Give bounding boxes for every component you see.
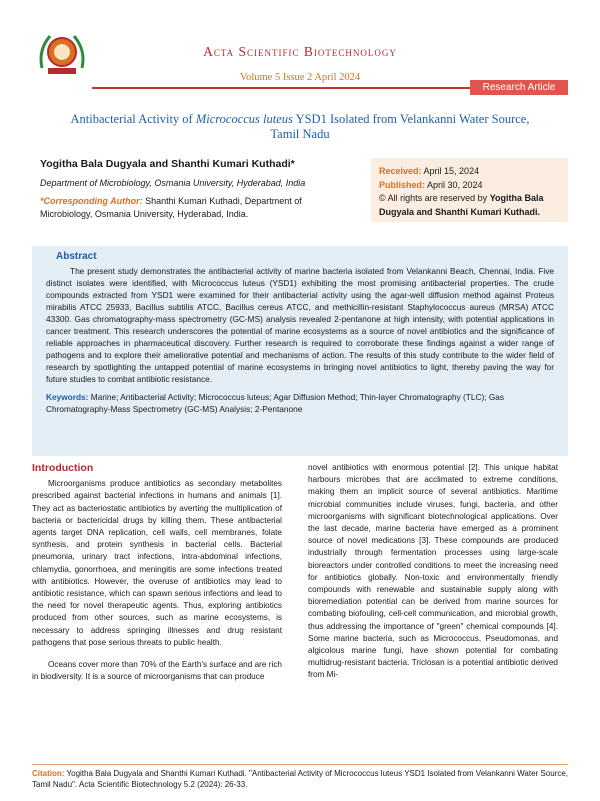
intro-paragraph-1: Microorganisms produce antibiotics as secondary metabolites prescribed against bacterial infections in humans and animals [1]. They act as bacteriostatic antibiotics by averting the multiplication of bacteria or bactericidal drugs by killing them. These antibacterial agents target DNA replication, cell walls, cell membranes, folate synthesis, and protein synthesis in bacterial cells. Bacterial pneumonia, urinary tract infections, intra-abdominal infections, chlamydia, gonorrhoea, and meningitis are some infections treated with antibiotics. However, the overuse of antibiotics may lead to antibiotic resistance, which can spawn serious infections and lead to the need for novel therapeutic agents. Thus, exploring antibiotics produced from other sources, such as marine ecosystems, is necessary to address springing illnesses and drug resistant pathogens that pose serious threats to public health. [32,479,282,647]
intro-paragraph-3: novel antibiotics with enormous potential [2]. This unique habitat harbours microbes that are acclimated to extreme conditions, making them an implicit source of several antibiotics. Maritime microbial communities include viruses, fungi, bacteria, and other microorganisms with significant biotechnological applications. Over the last decade, marine bacteria have emerged as a prominent source of novel medications [3]. These compounds are produced industrially through fermentation processes using large-scale bioreactors under controlled conditions to meet the increasing need for antibiotics globally. Non-toxic and environmentally friendly compounds with renewable and sustainable supply along with bioremediation potential can be derived from marine sources for combating biofouling, cell-cell communication, and microbial growth, thus addressing the importance of "green" chemical compounds [4]. Some marine bacteria, such as Micrococcus, Pseudomonas, and algicolous marine fungi, have shown potential for combating multidrug-resistant bacteria. Triclosan is a potential antibiotic derived from Mi- [308,463,558,680]
citation [32,768,568,790]
keywords-label: Keywords: [46,392,89,402]
rights-prefix: © All rights are reserved by [379,193,490,203]
title-part2: YSD1 Isolated from Velankanni Water Source, Tamil Nadu [270,112,530,141]
keywords-text: Marine; Antibacterial Activity; Micrococcus luteus; Agar Diffusion Method; Thin-layer Chromatography (TLC); Gas Chromatography-Mass Spectrometry (GC-MS) Analysis; 2-Pentanone [46,392,505,414]
title-species: Micrococcus luteus [195,112,293,126]
corr-label: *Corresponding Author: [40,196,143,206]
corr-text: Shanthi Kumari Kuthadi, Department of Microbiology, Osmania University, Hyderabad, India. [40,196,302,219]
article-info-box [368,158,568,222]
published-date: April 30, 2024 [425,179,483,190]
abstract-box [32,246,568,456]
citation-label: Citation: [32,769,65,778]
article-type-badge: Research Article [470,80,568,95]
department: Department of Microbiology, Osmania University, Hyderabad, India [40,178,306,188]
article-title [70,112,530,142]
abstract-text: The present study demonstrates the antibacterial activity of marine bacteria isolated from Velankanni Beach, Chennai, India. Five distinct isolates were identified, with Micrococcus luteus (YSD1) exhibiting the most promising antibacterial properties. The crude compounds extracted from YSD1 were examined for their antibacterial activity using the agar-well diffusion method against Proteus mirabilis ATCC 25933, Bacillus subtilis ATCC, Bacillus cereus ATCC, and methicillin-resistant Staphylococcus aureus (MRSA) ATCC 43300. Gas chromatography-mass spectrometry (GC-MS) analysis revealed 2-pentanone at high intensity, with potential applications in cancer treatment. This research underscores the potential of marine ecosystems as a source of novel antibiotics and the significance of reliable approaches in pharmaceutical discovery. Further research is required to corroborate these findings against a wider range of pathogens and to explore their ameliorative potential and mechanisms of action. The results of this study contribute to the wider field of research by spotlighting the untapped potential of marine ecosystems in bringing novel antibiotics to light, thereby paving the way for future studies to combat antibiotic resistance. [46,266,554,384]
abstract-heading: Abstract [56,251,97,262]
rights-names: Yogitha Bala Dugyala and Shanthi Kumari Kuthadi. [379,193,544,217]
intro-right-column [308,462,558,682]
citation-text: Yogitha Bala Dugyala and Shanthi Kumari Kuthadi. "Antibacterial Activity of Micrococcus luteus YSD1 Isolated from Velankanni Water Source, Tamil Nadu". Acta Scientific Biotechnology 5.2 (2024): 26-33. [32,769,568,789]
volume-line: Volume 5 Issue 2 April 2024 [239,72,361,83]
intro-heading: Introduction [32,462,94,474]
footer-rule [32,764,568,765]
published-label: Published: [379,179,426,190]
intro-paragraph-2: Oceans cover more than 70% of the Earth's surface and are rich in biodiversity. It is a source of microorganisms that can produce [32,660,282,682]
journal-title: Acta Scientific Biotechnology [203,44,397,59]
intro-left-column [32,462,282,683]
keywords [46,391,554,415]
received-label: Received: [379,166,422,176]
corresponding-author [40,195,345,221]
authors: Yogitha Bala Dugyala and Shanthi Kumari Kuthadi* [40,158,295,170]
received-date: April 15, 2024 [421,166,480,176]
title-part1: Antibacterial Activity of [70,112,196,126]
